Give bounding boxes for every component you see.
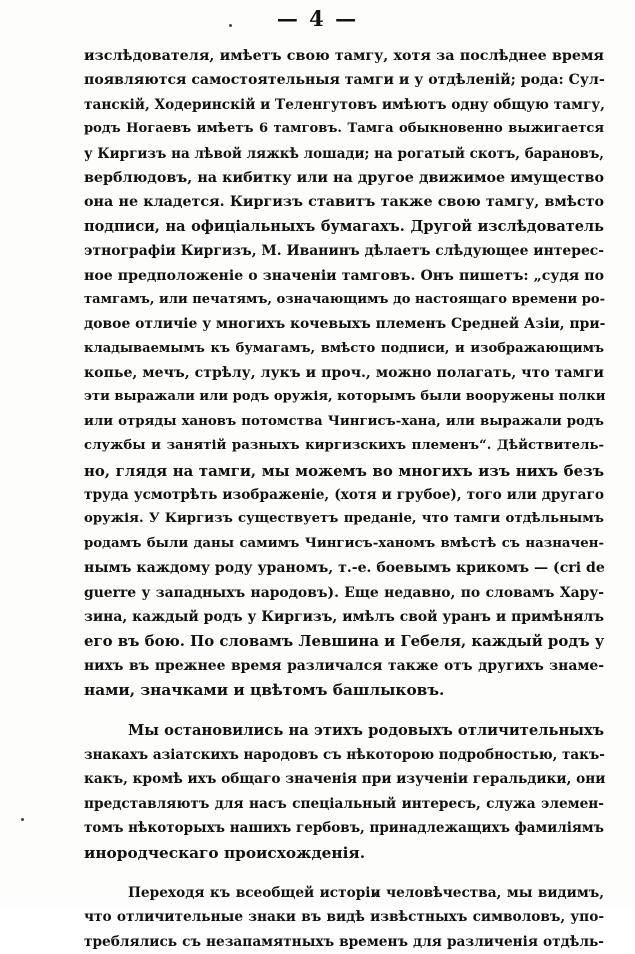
text-line: треблялись съ незапамятныхъ временъ для различенія отдѣль-: [84, 933, 604, 950]
text-line: его въ бою. По словамъ Левшина и Гебеля, каждый родъ у: [84, 632, 605, 651]
text-line: инородческаго происхожденія.: [84, 843, 366, 862]
text-line: танскій, Ходеринскій и Теленгутовъ имѣютъ одну общую тамгу,: [84, 96, 605, 113]
text-line: Мы остановились на этихъ родовыхъ отличительныхъ: [128, 721, 604, 739]
text-line: труда усмотрѣть изображеніе, (хотя и грубое), того или другаго: [84, 487, 604, 504]
text-line: она не кладется. Киргизъ ставитъ также свою тамгу, вмѣсто: [84, 194, 604, 211]
text-line: ное предположеніе о значеніи тамговъ. Онъ пишетъ: „судя по: [84, 267, 604, 284]
text-line: какъ, кромѣ ихъ общаго значенія при изученіи геральдики, они: [84, 771, 606, 788]
text-line: знакахъ азіатскихъ народовъ съ нѣкоторою подробностью, такъ-: [84, 746, 605, 763]
text-line: родъ Ногаевъ имѣетъ 6 тамговъ. Тамга обыкновенно выжигается: [84, 121, 604, 137]
text-line: или отряды хановъ потомства Чингисъ-хана, или выражали родъ: [84, 413, 604, 429]
text-line: Переходя къ всеобщей исторіи человѣчества, мы видимъ,: [128, 884, 604, 901]
text-line: представляютъ для насъ спеціальный интересъ, служа элемен-: [84, 795, 604, 812]
text-line: у Киргизъ на лѣвой ляжкѣ лошади; на рогатый скотъ, барановъ,: [84, 145, 604, 162]
text-line: кладываемымъ къ бумагамъ, вмѣсто подписи, и изображающимъ: [84, 340, 604, 356]
text-line: нихъ въ прежнее время различался также отъ другихъ знаме-: [84, 657, 604, 674]
text-line: томъ нѣкоторыхъ нашихъ гербовъ, принадлежащихъ фамиліямъ: [84, 820, 604, 837]
paragraph-2: [84, 719, 604, 865]
text-line: копье, мечъ, стрѣлу, лукъ и проч., можно полагать, что тамги: [84, 365, 604, 382]
text-line: службы и занятій разныхъ киргизскихъ племенъ“. Дѣйствитель-: [84, 438, 604, 454]
text-line: guerre у западныхъ народовъ). Еще недавно, по словамъ Хару-: [84, 584, 604, 601]
text-line: родамъ были даны самимъ Чингисъ-ханомъ вмѣстѣ съ назначен-: [84, 535, 604, 551]
body-text: [84, 44, 604, 954]
text-line: подписи, на офиціальныхъ бумагахъ. Другой изслѣдователь: [84, 217, 604, 235]
text-line: появляются самостоятельныя тамги и у отдѣленій; рода: Сул-: [84, 72, 605, 89]
text-line: оружія. У Киргизъ существуетъ преданіе, что тамги отдѣльнымъ: [84, 511, 604, 527]
print-speck: [21, 818, 24, 821]
text-line: зина, каждый родъ у Киргизъ, имѣлъ свой уранъ и примѣнялъ: [84, 608, 604, 625]
text-line: нымъ каждому роду ураномъ, т.-е. боевымъ крикомъ — (cri de: [84, 560, 605, 577]
paragraph-gap: [84, 865, 604, 881]
text-line: верблюдовъ, на кибитку или на другое движимое имущество: [84, 169, 604, 186]
text-line: изслѣдователя, имѣетъ свою тамгу, хотя за послѣднее время: [84, 48, 604, 64]
paragraph-1: [84, 44, 604, 703]
text-line: довое отличіе у многихъ кочевыхъ племенъ Средней Азіи, при-: [84, 316, 606, 333]
text-line: тамгамъ, или печатямъ, означающимъ до настоящаго времени ро-: [84, 291, 606, 307]
text-line: что отличительные знаки въ видѣ извѣстныхъ символовъ, упо-: [84, 909, 604, 926]
text-line: этнографіи Киргизъ, М. Иванинъ дѣлаетъ слѣдующее интерес-: [84, 243, 604, 260]
text-line: эти выражали или родъ оружія, которымъ были вооружены полки: [84, 389, 606, 405]
paragraph-3: [84, 881, 604, 954]
text-line: нами, значками и цвѣтомъ башлыковъ.: [84, 681, 445, 700]
paragraph-gap: [84, 703, 604, 719]
page-number: — 4 —: [276, 6, 359, 31]
text-line: но, глядя на тамги, мы можемъ во многихъ изъ нихъ безъ: [84, 461, 604, 480]
